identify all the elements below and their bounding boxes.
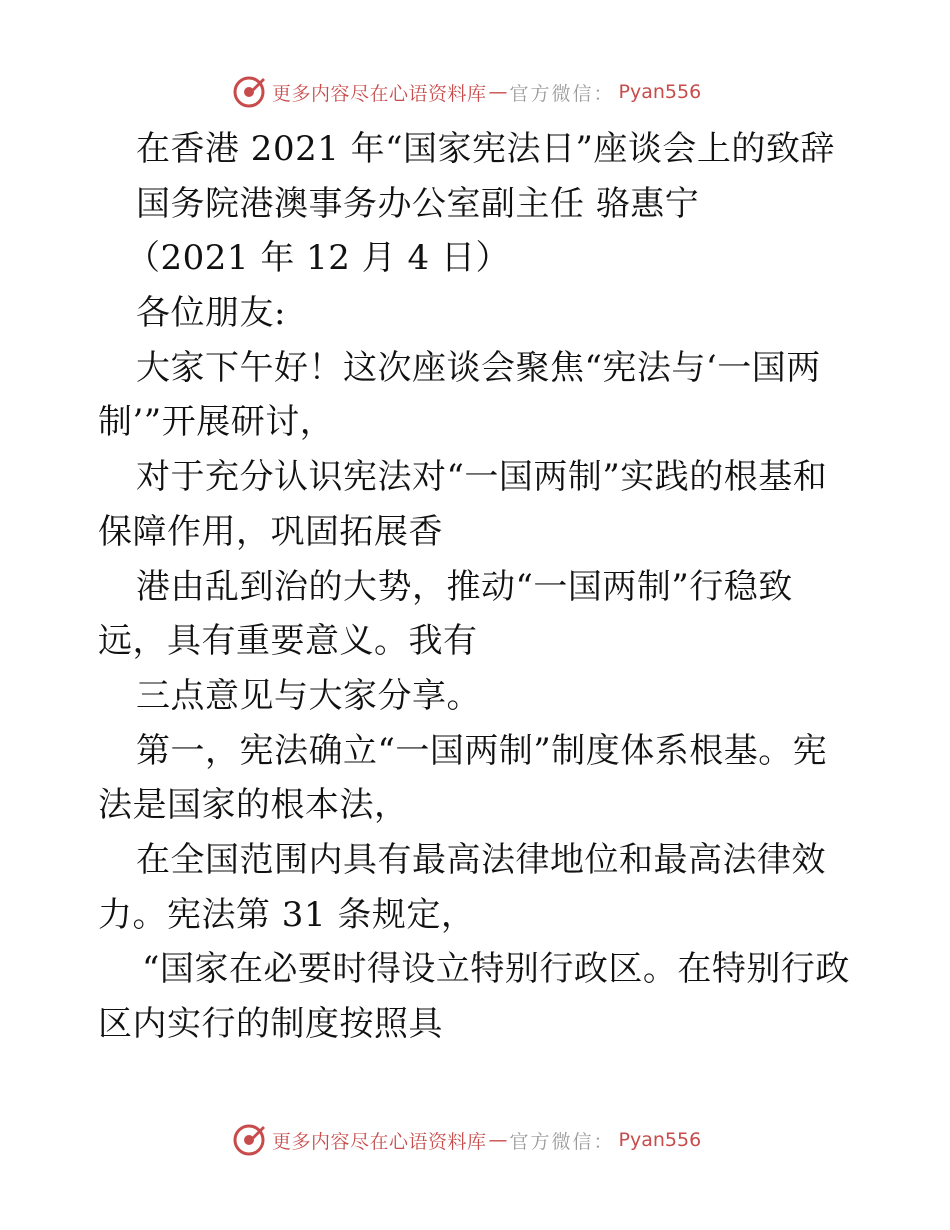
text-line: 第一，宪法确立“一国两制”制度体系根基。宪: [136, 730, 828, 771]
text-line: 法是国家的根本法，: [98, 785, 409, 826]
date-line: （2021 年 12 月 4 日）: [126, 238, 510, 279]
pen-logo-icon: [232, 1123, 266, 1157]
text-line: 大家下午好！这次座谈会聚焦“宪法与‘一国两: [136, 347, 821, 388]
watermark-official: 官方微信：: [509, 1130, 615, 1153]
document-body: [98, 122, 858, 1052]
header-watermark: [232, 72, 701, 112]
watermark-brand: 更多内容尽在心语资料库: [272, 82, 487, 105]
document-title: 在香港 2021 年“国家宪法日”座谈会上的致辞: [136, 129, 835, 169]
text-line: 制’”开展研讨，: [98, 402, 335, 443]
salutation: 各位朋友:: [136, 293, 286, 334]
text-line: 在全国范围内具有最高法律地位和最高法律效: [136, 839, 826, 880]
text-line: 力。宪法第 31 条规定，: [98, 894, 476, 935]
text-line: 港由乱到治的大势，推动“一国两制”行稳致: [136, 566, 793, 607]
watermark-brand: 更多内容尽在心语资料库: [272, 1130, 487, 1153]
text-line: 三点意见与大家分享。: [136, 675, 481, 716]
text-line: 远，具有重要意义。我有: [98, 621, 478, 662]
watermark-handle: Pyan556: [618, 1129, 702, 1151]
footer-watermark: [232, 1120, 701, 1160]
watermark-dash: —: [488, 81, 508, 103]
speaker-line: 国务院港澳事务办公室副主任 骆惠宁: [136, 183, 700, 224]
pen-logo-icon: [232, 75, 266, 109]
watermark-official: 官方微信：: [509, 82, 615, 105]
watermark-handle: Pyan556: [618, 81, 702, 103]
text-line: 区内实行的制度按照具: [98, 1004, 443, 1044]
text-line: 对于充分认识宪法对“一国两制”实践的根基和: [136, 457, 828, 498]
watermark-dash: —: [488, 1129, 508, 1151]
text-line: 保障作用，巩固拓展香: [98, 511, 443, 552]
text-line: “国家在必要时得设立特别行政区。在特别行政: [142, 949, 850, 990]
